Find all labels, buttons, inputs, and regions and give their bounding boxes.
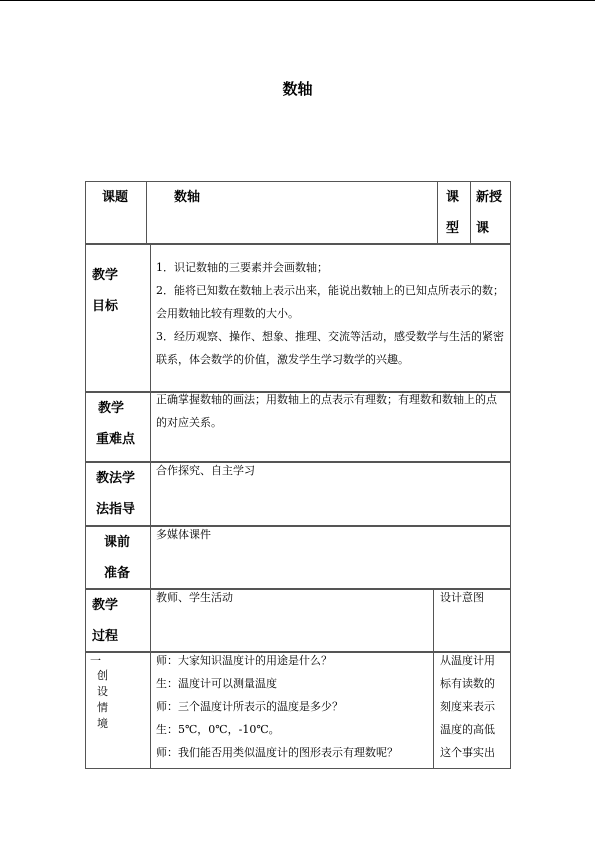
intent-line-2: 标有读数的 — [440, 677, 495, 690]
type-label-1: 课 — [446, 190, 460, 205]
prep-label-2: 准备 — [104, 566, 131, 581]
process-label-1: 教学 — [92, 598, 119, 613]
goal-item-2: 2．能将已知数在数轴上表示出来，能说出数轴上的已知点所表示的数；会用数轴比较有理数的大小。 — [156, 284, 504, 320]
intent-line-4: 温度的高低 — [440, 723, 495, 736]
intent-line-1: 从温度计用 — [440, 654, 495, 667]
dialogue-line-5: 师：我们能否用类似温度计的图形表示有理数呢？ — [156, 746, 398, 759]
goals-label-2: 目标 — [92, 299, 119, 314]
goals-label-1: 教学 — [92, 268, 119, 283]
scene-label-3: 设 — [97, 685, 108, 698]
scene-label-1: 一 — [90, 654, 101, 667]
topic-value: 数轴 — [174, 190, 201, 205]
process-label-2: 过程 — [92, 629, 119, 644]
document-title: 数轴 — [282, 80, 313, 98]
dialogue-line-3: 师：三个温度计所表示的温度是多少？ — [156, 700, 343, 713]
dialogue-line-2: 生：温度计可以测量温度 — [156, 677, 277, 690]
process-activity-header: 教师、学生活动 — [156, 591, 233, 604]
focus-label-1: 教学 — [98, 401, 125, 416]
scene-intent — [440, 649, 508, 764]
focus-label-2: 重难点 — [96, 432, 136, 447]
intent-line-3: 刻度来表示 — [440, 700, 495, 713]
method-label-2: 法指导 — [96, 502, 136, 517]
goal-item-3: 3．经历观察、操作、想象、推理、交流等活动，感受数学与生活的紧密联系，体会数学的价值，激发学生学习数学的兴趣。 — [156, 330, 504, 366]
focus-text: 正确掌握数轴的画法；用数轴上的点表示有理数；有理数和数轴上的点的对应关系。 — [156, 393, 497, 429]
page-top-rule — [0, 0, 595, 1]
type-value-1: 新授 — [476, 190, 503, 205]
prep-text: 多媒体课件 — [156, 528, 211, 541]
topic-label: 课题 — [102, 190, 129, 205]
type-label-2: 型 — [446, 221, 460, 236]
prep-label-1: 课前 — [104, 535, 131, 550]
goal-item-1: 1．识记数轴的三要素并会画数轴； — [156, 261, 328, 274]
method-text: 合作探究、自主学习 — [156, 464, 255, 477]
scene-label-5: 境 — [97, 717, 108, 730]
dialogue-line-4: 生：5℃，0℃，-10℃。 — [156, 723, 280, 736]
scene-label-2: 创 — [97, 669, 108, 682]
type-value-2: 课 — [476, 221, 490, 236]
process-intent-header: 设计意图 — [440, 591, 484, 604]
dialogue-line-1: 师：大家知识温度计的用途是什么？ — [156, 654, 332, 667]
scene-dialogue — [156, 649, 431, 764]
method-label-1: 教法学 — [96, 471, 136, 486]
goals-list — [156, 256, 506, 371]
scene-label-4: 情 — [97, 701, 108, 714]
intent-line-5: 这个事实出 — [440, 746, 495, 759]
